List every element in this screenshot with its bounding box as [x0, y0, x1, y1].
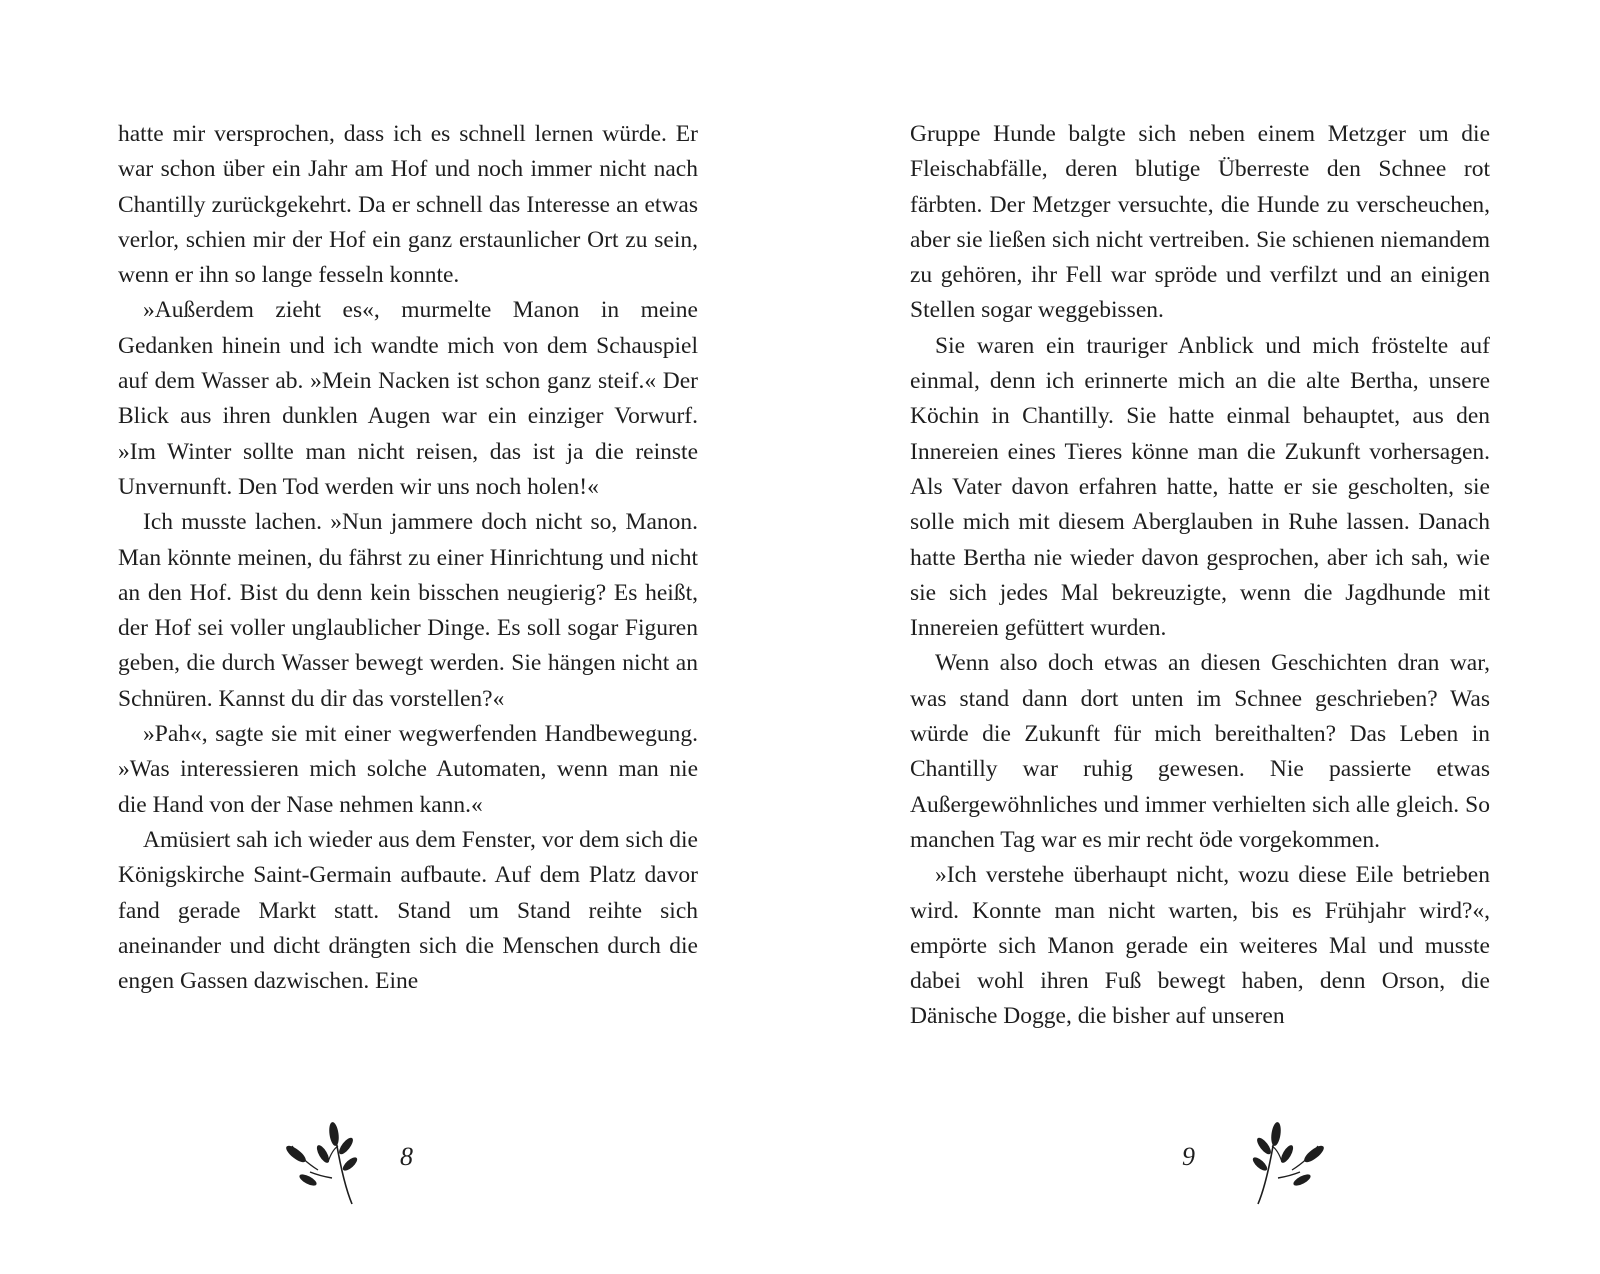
paragraph: Amüsiert sah ich wieder aus dem Fenster, vor dem sich die Königskirche Saint-Germain aufbaute. Auf dem Platz davor fand gerade Markt statt. Stand um Stand reihte sich aneinander und dicht drängten sich die Menschen durch die engen Gassen dazwischen. Eine	[118, 826, 698, 995]
paragraph: »Außerdem zieht es«, murmelte Manon in meine Gedanken hinein und ich wandte mich von dem Schauspiel auf dem Wasser ab. »Mein Nacken ist schon ganz steif.« Der Blick aus ihren dunklen Augen war ein einziger Vorwurf. »Im Winter sollte man nicht reisen, das ist ja die reinste Unvernunft. Den Tod werden wir uns noch holen!«	[118, 297, 698, 500]
page-number: 9	[1182, 1142, 1195, 1171]
right-page	[800, 0, 1600, 1274]
paragraph: »Pah«, sagte sie mit einer wegwerfenden Handbewegung. »Was interessieren mich solche Automaten, wenn man nie die Hand von der Nase nehmen kann.«	[118, 721, 698, 818]
paragraph: Sie waren ein trauriger Anblick und mich fröstelte auf einmal, denn ich erinnerte mich an die alte Bertha, unsere Köchin in Chantilly. Sie hatte einmal behauptet, aus den Innereien eines Tieres könne man die Zukunft vorhersagen. Als Vater davon erfahren hatte, hatte er sie gescholten, sie solle mich mit diesem Aberglauben in Ruhe lassen. Danach hatte Bertha nie wieder davon gesprochen, aber ich sah, wie sie sich jedes Mal bekreuzigte, wenn die Jagdhunde mit Innereien gefüttert wurden.	[910, 332, 1490, 642]
page-number: 8	[400, 1142, 413, 1171]
paragraph: Wenn also doch etwas an diesen Geschichten dran war, was stand dann dort unten im Schnee geschrieben? Was würde die Zukunft für mich bereithalten? Das Leben in Chantilly war ruhig gewesen. Nie passierte etwas Außergewöhnliches und immer verhielten sich alle gleich. So manchen Tag war es mir recht öde vorgekommen.	[910, 650, 1490, 853]
leaf-sprig-icon	[1240, 1120, 1330, 1210]
leaf-sprig-icon	[280, 1120, 370, 1210]
right-page-text	[910, 117, 1490, 1035]
paragraph: Gruppe Hunde balgte sich neben einem Metzger um die Fleischabfälle, deren blutige Überreste den Schnee rot färbten. Der Metzger versuchte, die Hunde zu verscheuchen, aber sie ließen sich nicht vertreiben. Sie schienen niemandem zu gehören, ihr Fell war spröde und verfilzt und an einigen Stellen sogar weggebissen.	[910, 121, 1490, 324]
paragraph: Ich musste lachen. »Nun jammere doch nicht so, Manon. Man könnte meinen, du fährst zu einer Hinrichtung und nicht an den Hof. Bist du denn kein bisschen neugierig? Es heißt, der Hof sei voller unglaublicher Dinge. Es soll sogar Figuren geben, die durch Wasser bewegt werden. Sie hängen nicht an Schnüren. Kannst du dir das vorstellen?«	[118, 509, 698, 712]
paragraph: »Ich verstehe überhaupt nicht, wozu diese Eile betrieben wird. Konnte man nicht warten, bis es Frühjahr wird?«, empörte sich Manon gerade ein weiteres Mal und musste dabei wohl ihren Fuß bewegt haben, denn Orson, die Dänische Dogge, die bisher auf unseren	[910, 862, 1490, 1030]
paragraph: hatte mir versprochen, dass ich es schnell lernen würde. Er war schon über ein Jahr am Hof und noch immer nicht nach Chantilly zurückgekehrt. Da er schnell das Interesse an etwas verlor, schien mir der Hof ein ganz erstaunlicher Ort zu sein, wenn er ihn so lange fesseln konnte.	[118, 121, 698, 289]
left-page-text	[118, 117, 698, 999]
